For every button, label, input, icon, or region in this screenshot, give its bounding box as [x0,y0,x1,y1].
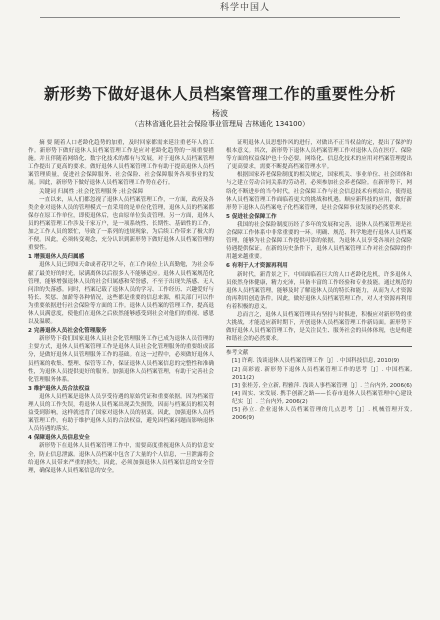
section-heading: 3 维护退休人员合法权益 [28,385,90,392]
body-paragraph: 我国的社会保险制度历经了多年的发展和完善，退休人员档案管理是社会保障工作体系中非常重要的一环。明确、规范、科学地进行退休人员档案管理，能够为社会保障工作提供可靠的依据，为退休人员享受各项社会保险待遇提供保证。在新的历史条件下，退休人员档案管理工作对社会保障的作用越来越重要。 [226,221,412,261]
reference-item: [1] 许莉. 浅谈退休人员档案管理工作［J］. 中国科技信息, 2010(9) [232,358,400,365]
body-paragraph: 根据国家养老保险制度的相关规定，国家机关、事业单位、社会团体和与之建立劳动合同关系的劳动者，必须参加社会养老保险。在新形势下，网络化不断进步的当今时代，社会保障工作与社会信息技术有机结合，使得退休人员档案管理工作面临着更大的挑战和机遇。顺应新科技的应用，做好新形势下退休人员档案电子化档案管理，是社会保障事业发展的必然要求。 [226,172,412,211]
article-title: 新形势下做好退休人员档案管理工作的重要性分析 [43,85,396,103]
journal-header [0,0,440,20]
section-heading: 2 完善退休人员社会化管理服务 [28,328,107,335]
body-paragraph: 退休人员档案是退休人员享受待遇的原始凭证和重要依据。因为档案管理人员的工作失误，将退休人员档案出现丢失损毁，因而与档案员的相关利益受到影响，这样就违背了国家对退休人员的初衷。因此，加强退休人员档案管理工作，有助于维护退休人员的合法权益，避免因档案问题而影响退休人员待遇的落实。 [28,393,214,433]
section-heading: 5 促进社会保障工作 [226,213,277,220]
section-heading: 6 有利于人才资源再利用 [226,263,288,270]
body-paragraph: 关键词 归属性 ;社会化管理服务 ;社会保障 [39,188,144,195]
references-divider [226,346,412,347]
reference-item: [2] 高彩霞. 新形势下退休人员档案管理工作的思考［J］. 中国档案, 2011(2) [232,366,412,381]
article-affiliation: （吉林省通化县社会保险事业管理局 吉林通化 134100） [130,120,310,128]
reference-item: [5] 孙立. 企业退休人员档案管理的几点思考［J］. 机械管理开发, 2006(9) [232,407,412,422]
body-paragraph: 参考文献 [226,350,249,357]
body-paragraph: 新时代，新背景之下，中国面临着巨大的人口老龄化危机，许多退休人员依然身体健康，精力充沛，具备丰富的工作经验和专业技能。通过规范的退休人员档案管理，能够及时了解退休人员的特长和能力，从而为人才资源的再利用创造条件。因此，做好退休人员档案管理工作，对人才资源再利用有着积极的意义。 [226,271,412,310]
journal-name: 科学中国人 [219,3,270,13]
section-heading: 1 增强退休人员归属感 [28,254,85,261]
section-heading: 4 保障退休人员信息安全 [28,435,90,442]
body-paragraph: 证明退休人员思想作风的进行，对做出不正当权益的定，提出了保护的根本意义。其次，新形势下退休人员档案管理工作对退休人员在医疗、保险等方面的权益保护也十分必要。网络化、信息化技术的应用对档案管理提出了更高要求，需要不断提高档案管理水平。 [226,140,412,171]
body-paragraph: 退休人员已到知天命或者花甲之年，在工作岗位上认真勤勉，为社会奉献了最美好的时光，尿满离休以后很多人不能够适应。退休人员档案规范化管理，能够增强退休人员的社会归属感和荣誉感，不至于出现失落感、无人问津的失落感。同时，档案记载了退休人员的学习、工作经历、兴趣爱好与特长、奖惩、加薪等各种情况，这些都是重要的信息来源，相关部门可以作为重要依据进行社会保险等方面的工作。退休人员档案的管理工作，提高退休人员满意度，使他们在退休之后依然能够感受到社会对他们的重视、感恩以及温暖。 [28,262,214,326]
body-paragraph: 新形势下我们国家退休人员社会化管理服务工作已成为退休人员管理的主要方式，退休人员档案管理工作是退休人员社会化管理服务的重要组成部分，是做好退休人员管理服务工作的基础。在这一过程中，必须做好退休人员档案的收集、整理、保管等工作，保证退休人员档案信息的完整性和准确性，为退休人员提供更好的服务。加强退休人员档案管理，有助于完善社会化管理服务体系。 [28,336,214,383]
left-column [28,139,214,475]
body-paragraph: 新形势下在退休人员档案管理工作中，需要高度重视退休人员的信息安全，防止信息泄露。退休人员档案中包含了大量的个人信息，一旦泄露将会给退休人员带来严重的损失。因此，必须加强退休人员档案信息的安全管理，确保退休人员档案信息的安全。 [28,443,214,474]
right-column [226,139,412,422]
body-paragraph: 一直以来，从人们都忽视了退休人员档案管理工作，一方面，政府及各类企业对退休人员的管理模式一直采用的是单位化管理，退休人员的档案都保存在原工作单位，即使退休后，也由原单位负责管理。另一方面，退休人员的档案管理工作涉及千家万户，是一项系统性、长期性、基础性的工作，加之工作人员的繁忙，导致了一系列的违规现象，为后续工作带来了极大的不便。因此，必须转变观念，充分认识到新形势下做好退休人员档案管理的重要性。 [28,196,214,252]
reference-item: [3] 张桂芳, 全立新, 程雅萍. 浅谈人事档案管理［J］. 兰台内外, 2006(6) [232,382,412,389]
body-paragraph: 摘 要 随着人口老龄化趋势的加重，及时回家都需来延注重老年人的工作。新形势下做好退休人员档案管理工作是应对老龄化趋势的一项重要措施。并且伴随着网络化、数字化技术的都有与发展，对于退休人员档案管理工作提出了更高的要求。做好退休人员档案管理工作有助于提高退休人员档案管理质量，促进社会保障服务、社会保险、社会保障服务各项事业的发展。因此，新形势下做好退休人员档案管理工作势在必行。 [28,140,214,187]
header-divider [40,17,400,18]
body-paragraph: 总而言之，退休人员档案管理具有坚持与时俱进，积极应对新形势的重大挑战，才能适应新时期下，开创退休人员档案管理工作新局面。新形势下做好退休人员档案管理工作，是关注民生、服务社会的具体体现，也是构建和谐社会的必然要求。 [226,311,412,343]
reference-item: [4] 周实、宋发展. 携手创新之路——长春市退休人员档案管理中心建设纪实［J］. 兰台内外, 2006(2) [232,390,412,405]
article-author: 杨波 [212,109,228,118]
journal-name-band [190,0,300,16]
